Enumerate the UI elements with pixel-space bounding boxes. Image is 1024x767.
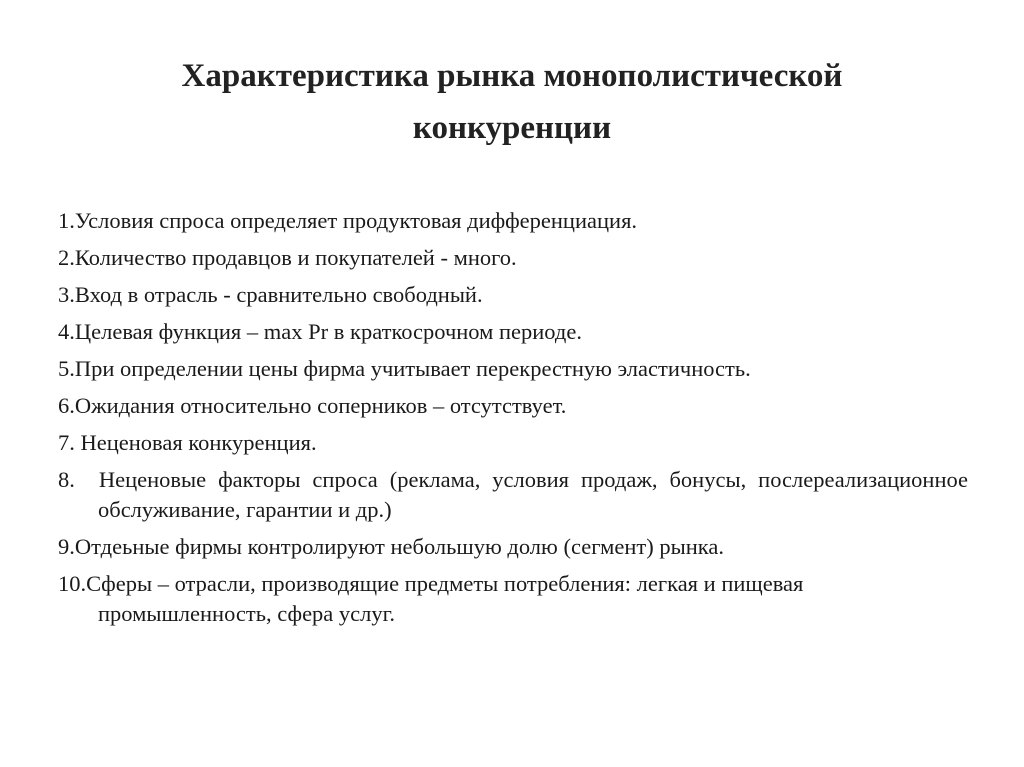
item-number: 1.	[58, 208, 75, 233]
item-text: Целевая функция – max Pr в краткосрочном периоде.	[74, 319, 582, 344]
list-item-8	[58, 465, 968, 525]
item-number: 2.	[58, 245, 75, 270]
item-number: 6.	[58, 393, 75, 418]
list-item-6	[58, 391, 968, 421]
item-text: Условия спроса определяет продуктовая дифференциация.	[74, 208, 638, 233]
item-text: Ожидания относительно соперников – отсутствует.	[74, 393, 567, 418]
item-text: Отдеьные фирмы контролируют небольшую долю (сегмент) рынка.	[74, 534, 724, 559]
list-item-9	[58, 532, 968, 562]
list-item-7	[58, 428, 968, 458]
item-number: 10.	[58, 571, 87, 596]
list-item-4	[58, 317, 968, 347]
list-item-3	[58, 280, 968, 310]
item-text: Вход в отрасль - сравнительно свободный.	[74, 282, 483, 307]
item-number: 8.	[58, 467, 99, 492]
item-number: 4.	[58, 319, 75, 344]
slide-title	[60, 50, 964, 154]
slide-title-line-1: Характеристика рынка монополистической	[181, 58, 843, 94]
list-item-10	[58, 569, 968, 629]
item-number: 5.	[58, 356, 75, 381]
item-text: При определении цены фирма учитывает перекрестную эластичность.	[74, 356, 751, 381]
item-text: Сферы – отрасли, производящие предметы потребления: легкая и пищевая промышленность, сфера услуг.	[86, 571, 804, 626]
item-text: Количество продавцов и покупателей - много.	[74, 245, 517, 270]
item-number: 9.	[58, 534, 75, 559]
list-item-2	[58, 243, 968, 273]
list-item-5	[58, 354, 968, 384]
item-text: Неценовые факторы спроса (реклама, условия продаж, бонусы, послереализационное обслуживание, гарантии и др.)	[98, 467, 969, 522]
item-number: 3.	[58, 282, 75, 307]
item-number: 7.	[58, 430, 81, 455]
list-item-1	[58, 206, 968, 236]
slide-title-line-2: конкуренции	[412, 110, 612, 146]
item-text: Неценовая конкуренция.	[80, 430, 317, 455]
characteristics-list	[58, 206, 968, 636]
